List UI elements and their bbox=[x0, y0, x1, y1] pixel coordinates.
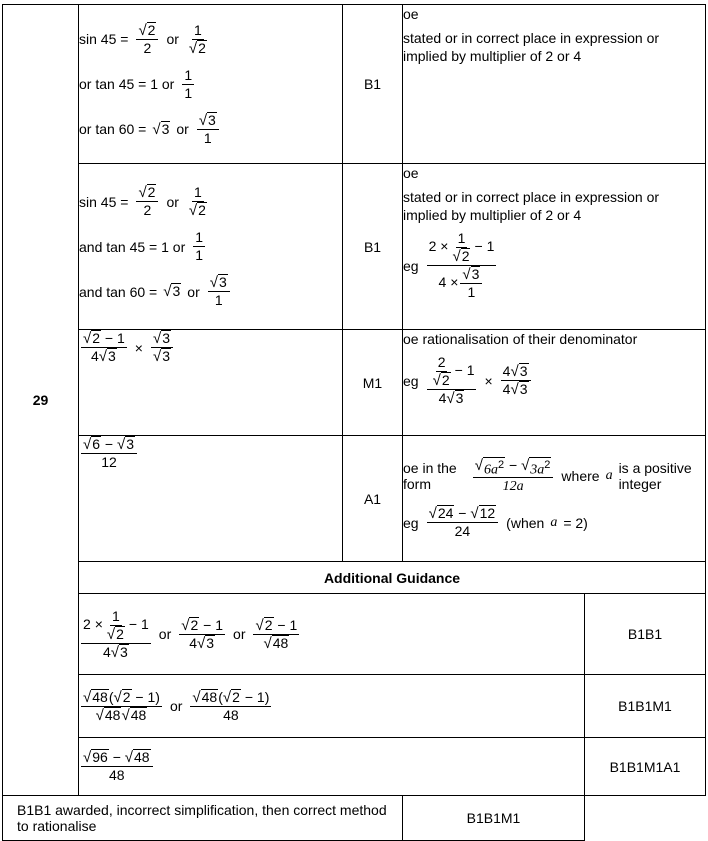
answer-text: or tan 45 = 1 or bbox=[79, 76, 175, 92]
fraction: √ 2 2 bbox=[136, 184, 158, 219]
mark-label: B1 bbox=[363, 238, 382, 255]
fraction: √ 6 − √ 3 12 bbox=[81, 436, 137, 471]
table-row bbox=[3, 738, 706, 796]
comment-text: oe bbox=[403, 165, 419, 181]
guidance-text: or bbox=[158, 626, 172, 642]
question-number-text: 29 bbox=[32, 392, 49, 408]
fraction: $\frac{1}{1}$ bbox=[184, 66, 193, 101]
comment-text: is a positive integer bbox=[618, 460, 692, 492]
variable-a: a bbox=[550, 514, 558, 530]
answer-text: sin 45 = bbox=[79, 193, 129, 210]
mark-label: B1B1M1 bbox=[466, 810, 521, 826]
fraction: √ 2 2 bbox=[136, 22, 158, 57]
table-row bbox=[3, 5, 706, 164]
answer-line bbox=[79, 229, 342, 264]
fraction: 2 × 1 √ 2 − 1 4 × √ 3 1 bbox=[428, 230, 495, 300]
times-sign: × bbox=[134, 339, 143, 356]
answer-line bbox=[79, 274, 342, 309]
eg-label: eg bbox=[403, 257, 419, 274]
answer-text: or bbox=[166, 31, 179, 47]
answer-line bbox=[79, 22, 342, 57]
square-root: √ 3 bbox=[163, 283, 181, 300]
mark-label: A1 bbox=[363, 490, 382, 507]
answer-line bbox=[79, 112, 342, 147]
guidance-mark-cell bbox=[403, 796, 585, 841]
guidance-cell bbox=[79, 594, 585, 675]
answer-text: sin 45 = bbox=[79, 31, 129, 47]
comment-text: oe rationalisation of their denominator bbox=[403, 331, 638, 347]
comment-text: where bbox=[561, 468, 600, 484]
fraction: √ 3 1 bbox=[197, 112, 219, 147]
table-row bbox=[3, 675, 706, 738]
comment-text: (when bbox=[506, 514, 545, 531]
eg-label: eg bbox=[403, 514, 419, 531]
guidance-line bbox=[79, 689, 584, 724]
mark-label: B1B1M1A1 bbox=[609, 758, 681, 775]
answer-cell bbox=[79, 436, 343, 562]
heading-text: Additional Guidance bbox=[323, 569, 461, 586]
guidance-line bbox=[79, 608, 584, 661]
fraction: √ 2 − 1 4 √ 3 bbox=[181, 616, 224, 652]
question-number bbox=[3, 5, 79, 796]
mark-cell bbox=[343, 5, 403, 164]
guidance-text: or bbox=[169, 698, 183, 714]
fraction: $\frac{1}{1}$ bbox=[195, 229, 204, 263]
table-row bbox=[3, 330, 706, 436]
fraction: 1 √ 2 bbox=[188, 21, 206, 57]
comment-cell bbox=[403, 164, 706, 330]
guidance-line bbox=[79, 749, 584, 784]
table-row bbox=[3, 562, 706, 594]
fraction: √ 96 − √ 48 48 bbox=[81, 749, 153, 784]
guidance-cell bbox=[3, 796, 403, 841]
answer-line bbox=[79, 436, 342, 471]
fraction: √ 3 √ 3 bbox=[151, 330, 173, 365]
answer-text: and tan 60 = bbox=[79, 283, 158, 300]
answer-cell bbox=[79, 164, 343, 330]
fraction: √ 24 − √ 12 24 bbox=[427, 505, 499, 540]
answer-cell bbox=[79, 5, 343, 164]
comment-text: = 2) bbox=[563, 514, 588, 531]
comment-text: stated or in correct place in expression or implied by multiplier of 2 or 4 bbox=[403, 30, 660, 64]
comment-example bbox=[403, 230, 705, 301]
comment-text: oe bbox=[403, 6, 419, 22]
table-row bbox=[3, 436, 706, 562]
eg-label: eg bbox=[403, 372, 419, 389]
answer-text: or bbox=[166, 193, 179, 210]
mark-label: B1 bbox=[363, 76, 382, 92]
comment-cell bbox=[403, 330, 706, 436]
guidance-text: B1B1 awarded, incorrect simplification, then correct method to rationalise bbox=[17, 802, 387, 834]
guidance-mark-cell bbox=[585, 594, 706, 675]
answer-text: and tan 45 = 1 or bbox=[79, 238, 186, 255]
times-sign: × bbox=[484, 372, 493, 389]
answer-line bbox=[79, 330, 342, 365]
comment-example bbox=[403, 505, 705, 540]
table-row bbox=[3, 594, 706, 675]
fraction: √ 48 ( √ 2 − 1) 48 bbox=[192, 688, 270, 723]
variable-a: a bbox=[605, 468, 613, 483]
guidance-cell bbox=[79, 738, 585, 796]
comment-example bbox=[403, 354, 705, 407]
fraction: √ 2 − 1 4 √ 3 bbox=[83, 330, 125, 365]
fraction: √ 2 − 1 √ 48 bbox=[255, 616, 298, 652]
guidance-text: or bbox=[233, 626, 246, 642]
fraction: √ 3 1 bbox=[208, 274, 230, 309]
comment-cell bbox=[403, 5, 706, 164]
mark-label: B1B1 bbox=[627, 626, 663, 642]
comment-text: stated or in correct place in expression or implied by multiplier of 2 or 4 bbox=[403, 189, 660, 223]
comment-cell bbox=[403, 436, 706, 562]
fraction: √ 48 ( √ 2 − 1) √ 48 √ 48 bbox=[83, 688, 160, 724]
mark-label: M1 bbox=[362, 374, 383, 391]
comment-line bbox=[403, 457, 705, 496]
answer-text: or bbox=[176, 121, 189, 137]
fraction: 1 √ 2 bbox=[188, 184, 206, 219]
answer-cell bbox=[79, 330, 343, 436]
fraction: √ $6a^2$ − √ $3a^2$ 12a bbox=[473, 457, 554, 496]
answer-line bbox=[79, 67, 342, 102]
table-row bbox=[3, 164, 706, 330]
answer-text: or bbox=[187, 283, 200, 300]
additional-guidance-heading bbox=[79, 562, 706, 594]
mark-label: B1B1M1 bbox=[618, 698, 672, 714]
answer-text: or tan 60 = bbox=[79, 121, 147, 137]
comment-text: oe in the form bbox=[403, 460, 457, 492]
mark-cell bbox=[343, 330, 403, 436]
square-root: √ 3 bbox=[152, 120, 170, 138]
mark-cell bbox=[343, 436, 403, 562]
guidance-mark-cell bbox=[585, 738, 706, 796]
guidance-mark-cell bbox=[585, 675, 706, 738]
guidance-cell bbox=[79, 675, 585, 738]
mark-scheme-table bbox=[2, 4, 706, 841]
table-row bbox=[3, 796, 706, 841]
fraction: 4 √ 3 4 √ 3 bbox=[501, 363, 531, 398]
mark-cell bbox=[343, 164, 403, 330]
fraction: 2 × 1 √ 2 − 1 4 √ 3 bbox=[83, 607, 149, 661]
fraction: 2 √ 2 − 1 4 √ 3 bbox=[427, 354, 477, 407]
answer-line bbox=[79, 184, 342, 219]
